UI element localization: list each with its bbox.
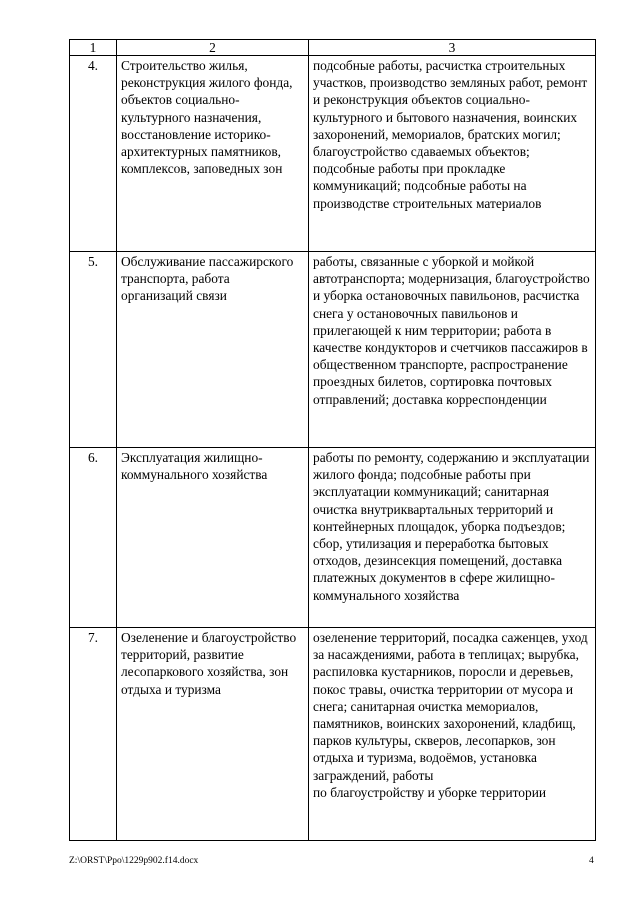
activity-works: работы, связанные с уборкой и мойкой автотранспорта; модернизация, благоустройство и уборка остановочных павильонов, расчистка снега у остановочных павильонов и прилегающей к ним территории; работа в качестве кондукторов и счетчиков пассажиров в общественном транспорте, распространение проездных билетов, сортировка почтовых отправлений; доставка корреспонденции (309, 252, 596, 448)
activity-name: Озеленение и благоустройство территорий, развитие лесопаркового хозяйства, зон отдыха и туризма (117, 628, 309, 841)
header-cell-3: 3 (309, 40, 596, 56)
activity-name: Строительство жилья, реконструкция жилого фонда, объектов социально-культурного назначения, восстановление историко-архитектурных памятников, комплексов, заповедных зон (117, 56, 309, 252)
row-number: 7. (70, 628, 117, 841)
table-row (70, 252, 596, 448)
table-row (70, 628, 596, 841)
activity-works: работы по ремонту, содержанию и эксплуатации жилого фонда; подсобные работы при эксплуатации коммуникаций; санитарная очистка внутриквартальных территорий и контейнерных площадок, уборка подъездов; сбор, утилизация и переработка бытовых отходов, дезинсекция помещений, доставка платежных документов в сфере жилищно-коммунального хозяйства (309, 448, 596, 628)
activity-name: Обслуживание пассажирского транспорта, работа организаций связи (117, 252, 309, 448)
table-row (70, 448, 596, 628)
activity-name: Эксплуатация жилищно-коммунального хозяйства (117, 448, 309, 628)
page-number: 4 (589, 856, 594, 866)
row-number: 5. (70, 252, 117, 448)
row-number: 6. (70, 448, 117, 628)
table-row (70, 56, 596, 252)
table-header-row (70, 40, 596, 56)
header-cell-2: 2 (117, 40, 309, 56)
works-table (69, 39, 596, 841)
activity-works: подсобные работы, расчистка строительных участков, производство земляных работ, ремонт и реконструкция объектов социально-культурного и бытового назначения, воинских захоронений, мемориалов, братских могил; благоустройство сдаваемых объектов; подсобные работы при прокладке коммуникаций; подсобные работы на производстве строительных материалов (309, 56, 596, 252)
activity-works: озеленение территорий, посадка саженцев, уход за насаждениями, работа в теплицах; вырубка, распиловка кустарников, поросли и деревьев, покос травы, очистка территории от мусора и снега; санитарная очистка мемориалов, памятников, воинских захоронений, кладбищ, парков культуры, скверов, лесопарков, зон отдыха и туризма, водоёмов, установка заграждений, работы (313, 630, 588, 783)
row-number: 4. (70, 56, 117, 252)
activity-works-cell (309, 628, 596, 841)
activity-works-tail: по благоустройству и уборке территории (313, 784, 547, 800)
footer-file-path: Z:\ORST\Ppo\1229p902.f14.docx (69, 856, 199, 866)
header-cell-1: 1 (70, 40, 117, 56)
